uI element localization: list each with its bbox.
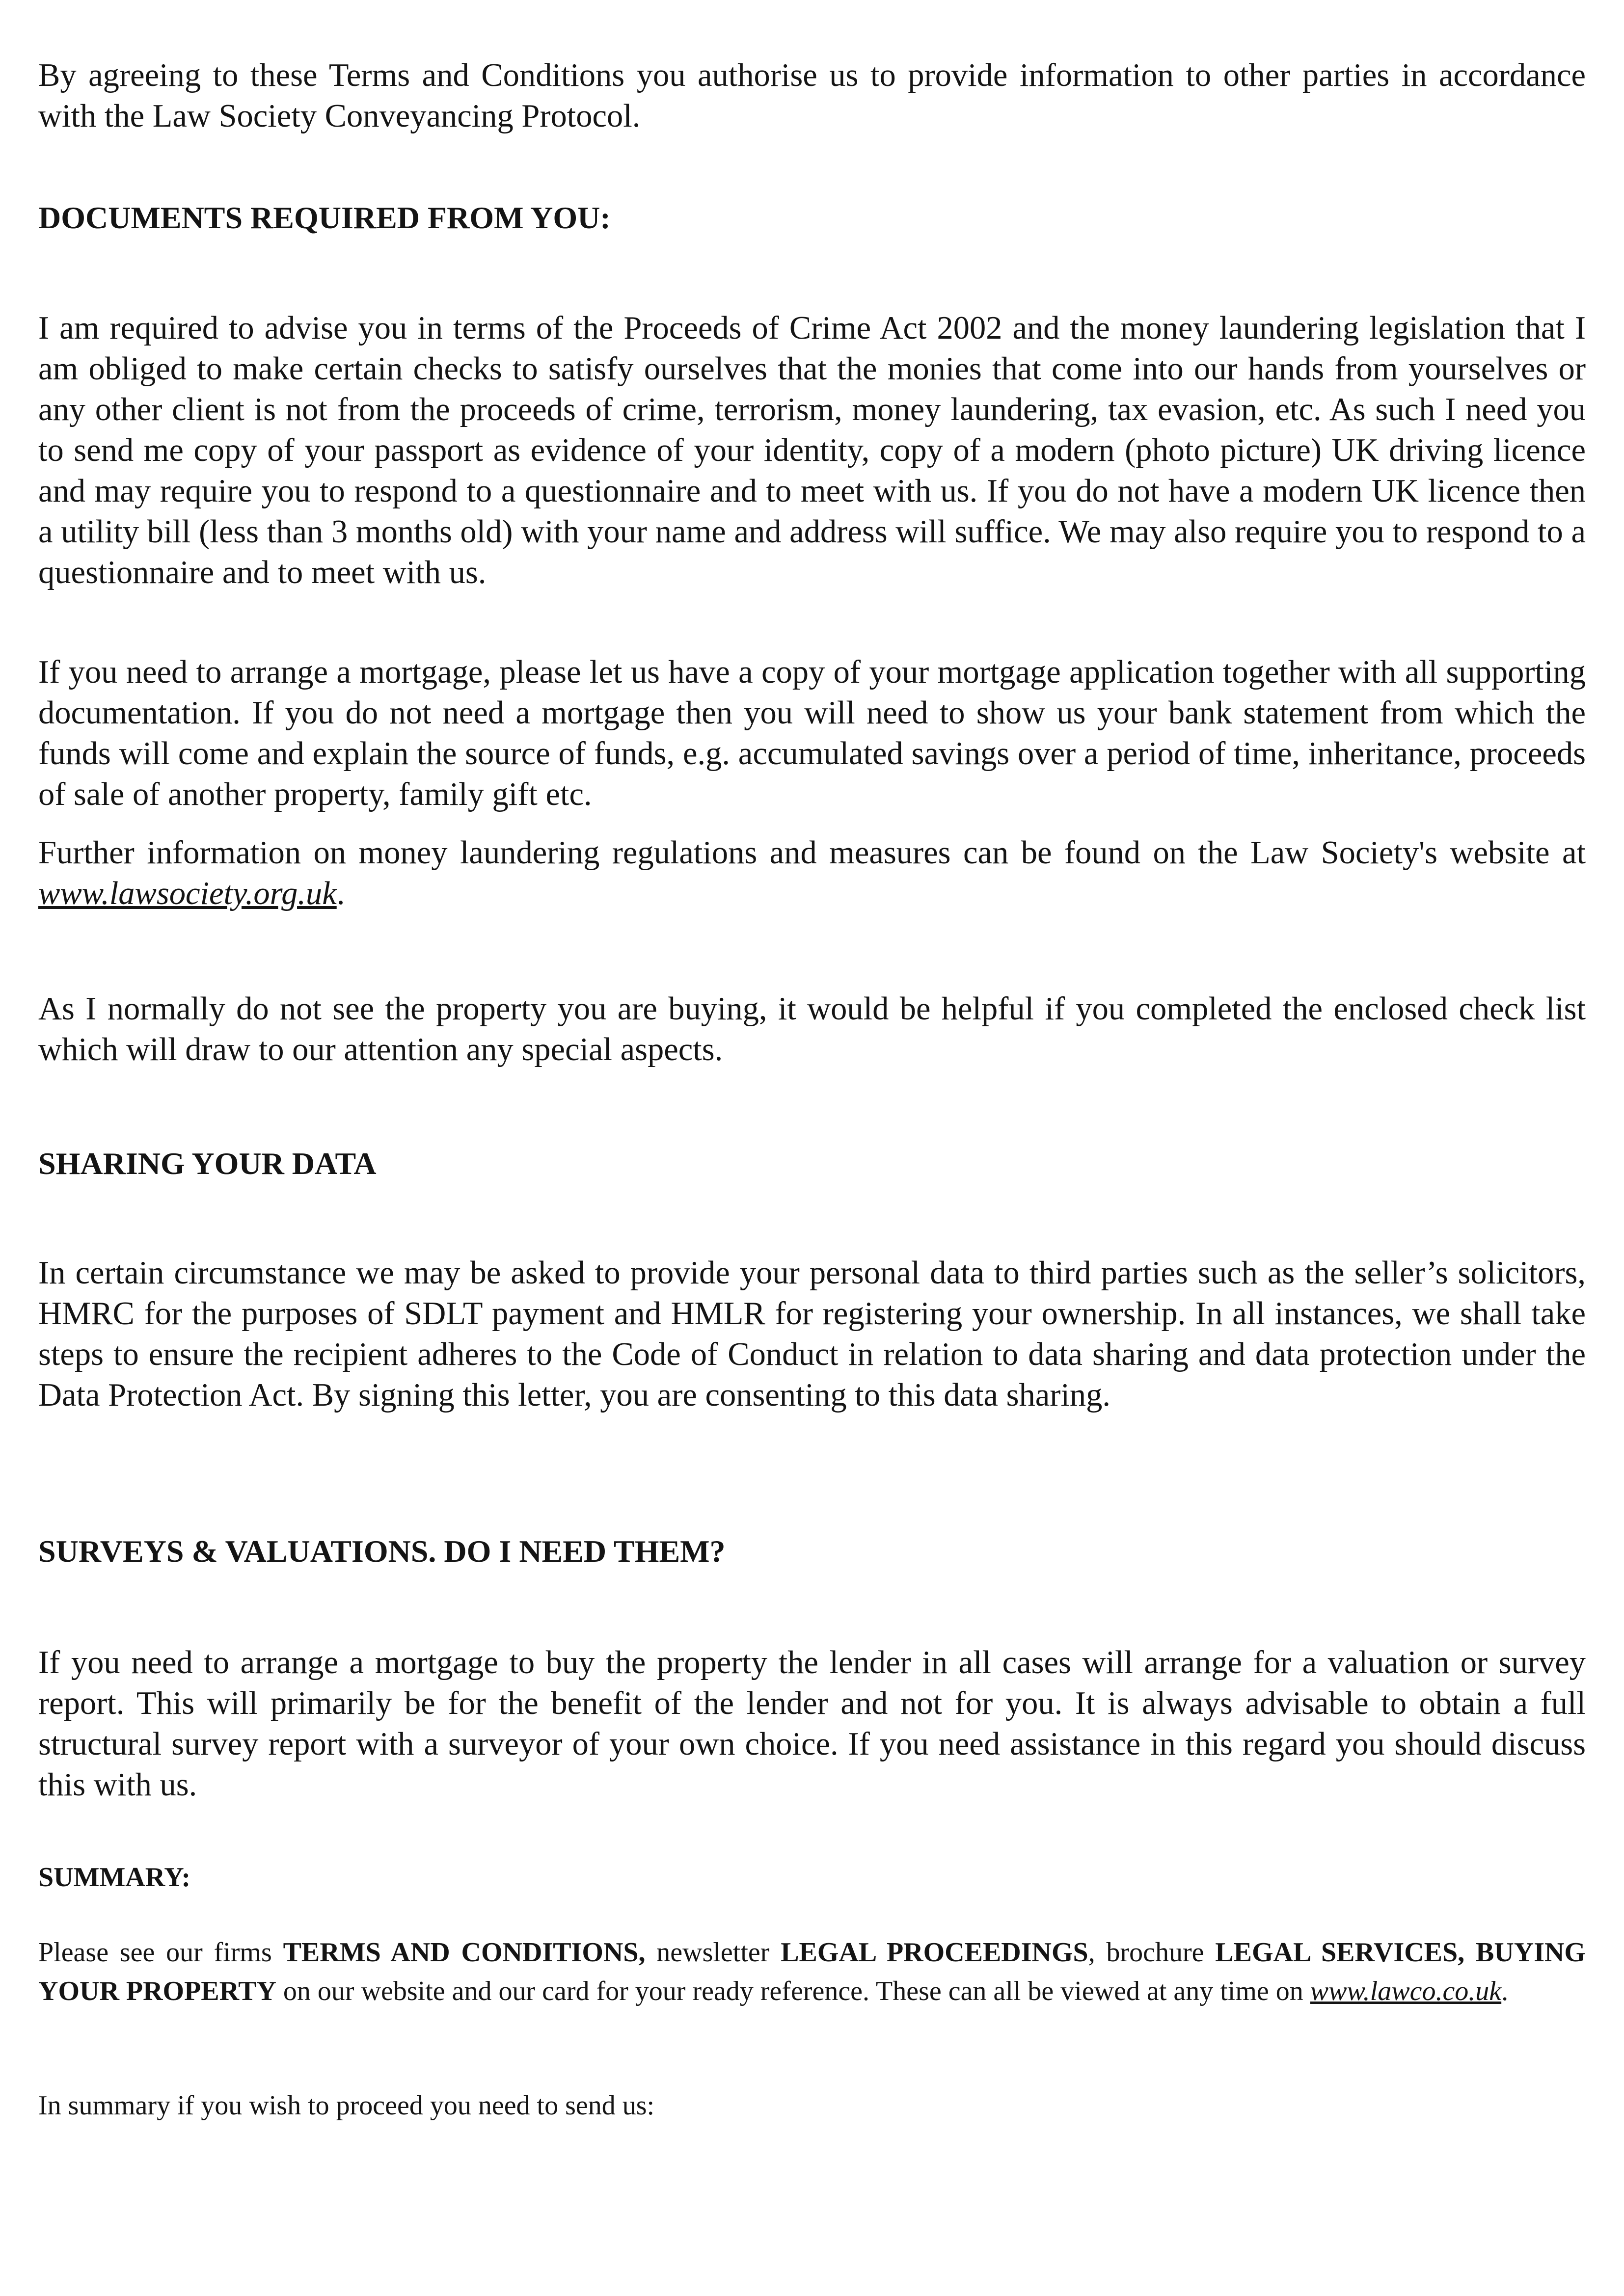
proceeds-of-crime-paragraph: I am required to advise you in terms of the Proceeds of Crime Act 2002 and the money laundering legislation that I am obliged to make certain checks to satisfy ourselves that the monies that come into our hands from yourselves or any other client is not from the proceeds of crime, terrorism, money laundering, tax evasion, etc. As such I need you to send me copy of your passport as evidence of your identity, copy of a modern (photo picture) UK driving licence and may require you to respond to a questionnaire and to meet with us. If you do not have a modern UK licence then a utility bill (less than 3 months old) with your name and address will suffice. We may also require you to respond to a questionnaire and to meet with us. bbox=[38, 310, 1586, 590]
summary-heading: SUMMARY: bbox=[38, 1862, 191, 1893]
surveys-heading: SURVEYS & VALUATIONS. DO I NEED THEM? bbox=[38, 1534, 726, 1569]
sharing-heading: SHARING YOUR DATA bbox=[38, 1146, 377, 1181]
summary-text-2: newsletter bbox=[645, 1937, 781, 1968]
intro-paragraph: By agreeing to these Terms and Conditions you authorise us to provide information to other parties in accordance with the Law Society Conveyancing Protocol. bbox=[38, 57, 1586, 134]
money-laundering-info-paragraph bbox=[38, 832, 1586, 914]
summary-paragraph bbox=[38, 1933, 1586, 2011]
summary-text-4: on our website and our card for your ready reference. These can all be viewed at any time on bbox=[276, 1976, 1310, 2006]
mortgage-documents-paragraph: If you need to arrange a mortgage, please let us have a copy of your mortgage application together with all supporting documentation. If you do not need a mortgage then you will need to show us your bank statement from which the funds will come and explain the source of funds, e.g. accumulated savings over a period of time, inheritance, proceeds of sale of another property, family gift etc. bbox=[38, 654, 1586, 812]
money-laundering-info-end: . bbox=[336, 876, 345, 911]
documents-heading: DOCUMENTS REQUIRED FROM YOU: bbox=[38, 200, 611, 235]
lawsociety-website-link[interactable]: www.lawsociety.org.uk bbox=[38, 876, 337, 911]
summary-closing-line: In summary if you wish to proceed you need to send us: bbox=[38, 2090, 655, 2121]
sharing-paragraph: In certain circumstance we may be asked to provide your personal data to third parties such as the seller’s solicitors, HMRC for the purposes of SDLT payment and HMLR for registering your ownership. In all instances, we shall take steps to ensure the recipient adheres to the Code of Conduct in relation to data sharing and data protection under the Data Protection Act. By signing this letter, you are consenting to this data sharing. bbox=[38, 1255, 1586, 1413]
summary-text-5: . bbox=[1501, 1976, 1509, 2006]
surveys-paragraph: If you need to arrange a mortgage to buy the property the lender in all cases will arrange for a valuation or survey report. This will primarily be for the benefit of the lender and not for you. It is always advisable to obtain a full structural survey report with a surveyor of your own choice. If you need assistance in this regard you should discuss this with us. bbox=[38, 1645, 1586, 1803]
legal-services-label: LEGAL SERVICES, BUYING YOUR PROPERTY bbox=[38, 1937, 1586, 2006]
checklist-paragraph: As I normally do not see the property you are buying, it would be helpful if you completed the enclosed check list which will draw to our attention any special aspects. bbox=[38, 991, 1586, 1068]
lawco-website-link[interactable]: www.lawco.co.uk bbox=[1310, 1976, 1502, 2006]
summary-text-1: Please see our firms bbox=[38, 1937, 283, 1968]
summary-text-3: , brochure bbox=[1088, 1937, 1216, 1968]
money-laundering-info-text: Further information on money laundering regulations and measures can be found on the Law Society's website at bbox=[38, 835, 1586, 871]
terms-and-conditions-label: TERMS AND CONDITIONS, bbox=[283, 1937, 646, 1968]
legal-proceedings-label: LEGAL PROCEEDINGS bbox=[781, 1937, 1088, 1968]
